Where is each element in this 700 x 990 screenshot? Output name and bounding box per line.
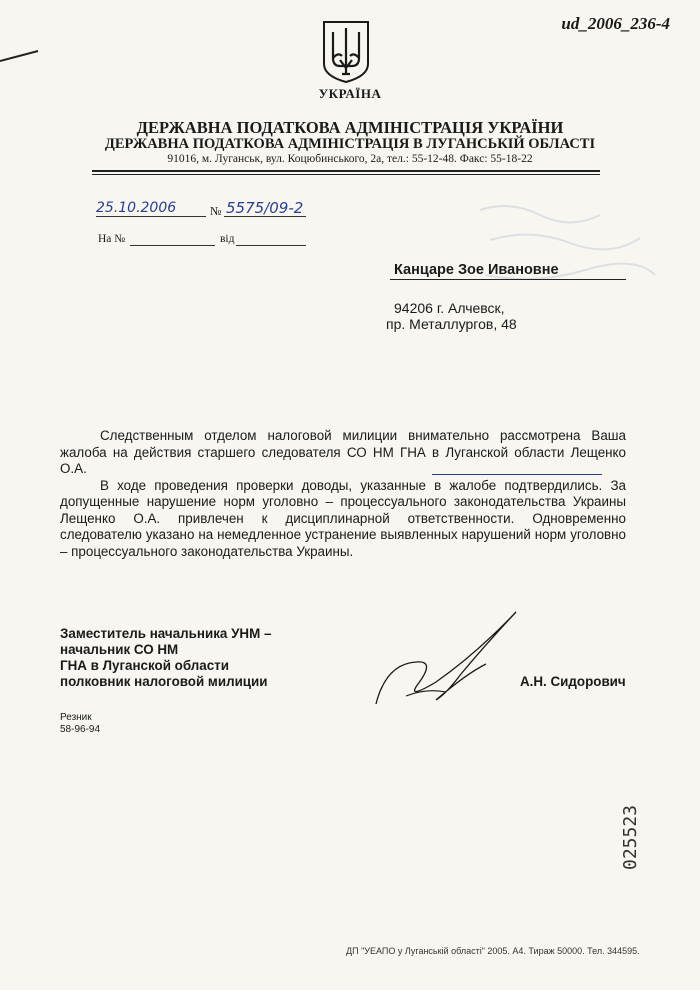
body-paragraph-2: В ходе проведения проверки доводы, указанные в жалобе подтвердились. За допущенные нарушение норм уголовно – процессуального законодательства Украины Лещенко О.А. привлечен к дисциплинарной ответственности. Одновременно следователю указано на немедленное устранение выявленных нарушений норм уголовно – процессуального законодательства Украины.: [60, 477, 626, 559]
recipient-name: Канцаре Зое Ивановне: [394, 262, 559, 278]
corner-pen-mark: [0, 50, 40, 62]
reply-from-label: від: [220, 233, 235, 245]
signatory-title-line-1: Заместитель начальника УНМ –: [60, 626, 272, 641]
number-underline: [224, 216, 306, 217]
trident-emblem-icon: [320, 18, 372, 84]
date-underline: [96, 216, 206, 217]
outgoing-date: 25.10.2006: [96, 200, 177, 216]
org-address: 91016, м. Луганськ, вул. Коцюбинського, 2а, тел.: 55-12-48. Факс: 55-18-22: [167, 153, 533, 165]
recipient-underline: [390, 279, 626, 280]
signatory-title: [60, 626, 271, 690]
country-name: УКРАЇНА: [318, 86, 382, 101]
executor-phone: 58-96-94: [60, 724, 101, 735]
executor-info: [60, 712, 100, 736]
signatory-title-line-2: начальник СО НМ: [60, 642, 179, 657]
outgoing-number-label: №: [210, 204, 222, 218]
org-name-national: ДЕРЖАВНА ПОДАТКОВА АДМІНІСТРАЦІЯ УКРАЇНИ: [136, 118, 564, 137]
reply-to-label: На №: [98, 233, 126, 245]
pen-underline-mark: [432, 474, 602, 475]
signer-name: А.Н. Сидорович: [520, 674, 626, 689]
outgoing-number: 5575/09-2: [226, 199, 304, 217]
recipient-street: пр. Металлургов, 48: [386, 316, 517, 332]
reply-number-blank: [130, 245, 215, 246]
printer-footer: ДП "УЕАПО у Луганській області" 2005. А4. Тираж 50000. Тел. 344595.: [346, 946, 640, 956]
recipient-city: 94206 г. Алчевск,: [394, 300, 505, 316]
letter-body: [60, 428, 626, 560]
signatory-title-line-3: ГНА в Луганской области: [60, 658, 229, 673]
header-rule-thin: [92, 174, 600, 175]
document-id: ud_2006_236-4: [561, 14, 670, 33]
reply-date-blank: [236, 245, 306, 246]
executor-name: Резник: [60, 712, 92, 723]
org-name-regional: ДЕРЖАВНА ПОДАТКОВА АДМІНІСТРАЦІЯ В ЛУГАНСЬКІЙ ОБЛАСТІ: [104, 136, 596, 152]
header-rule-thick: [92, 170, 600, 172]
form-serial-number: 025523: [620, 804, 641, 870]
signatory-title-line-4: полковник налоговой милиции: [60, 674, 268, 689]
body-paragraph-1: Следственным отделом налоговой милиции внимательно рассмотрена Ваша жалоба на действия старшего следователя СО НМ ГНА в Луганской области Лещенко О.А.: [60, 428, 626, 476]
handwritten-signature: [366, 604, 536, 714]
